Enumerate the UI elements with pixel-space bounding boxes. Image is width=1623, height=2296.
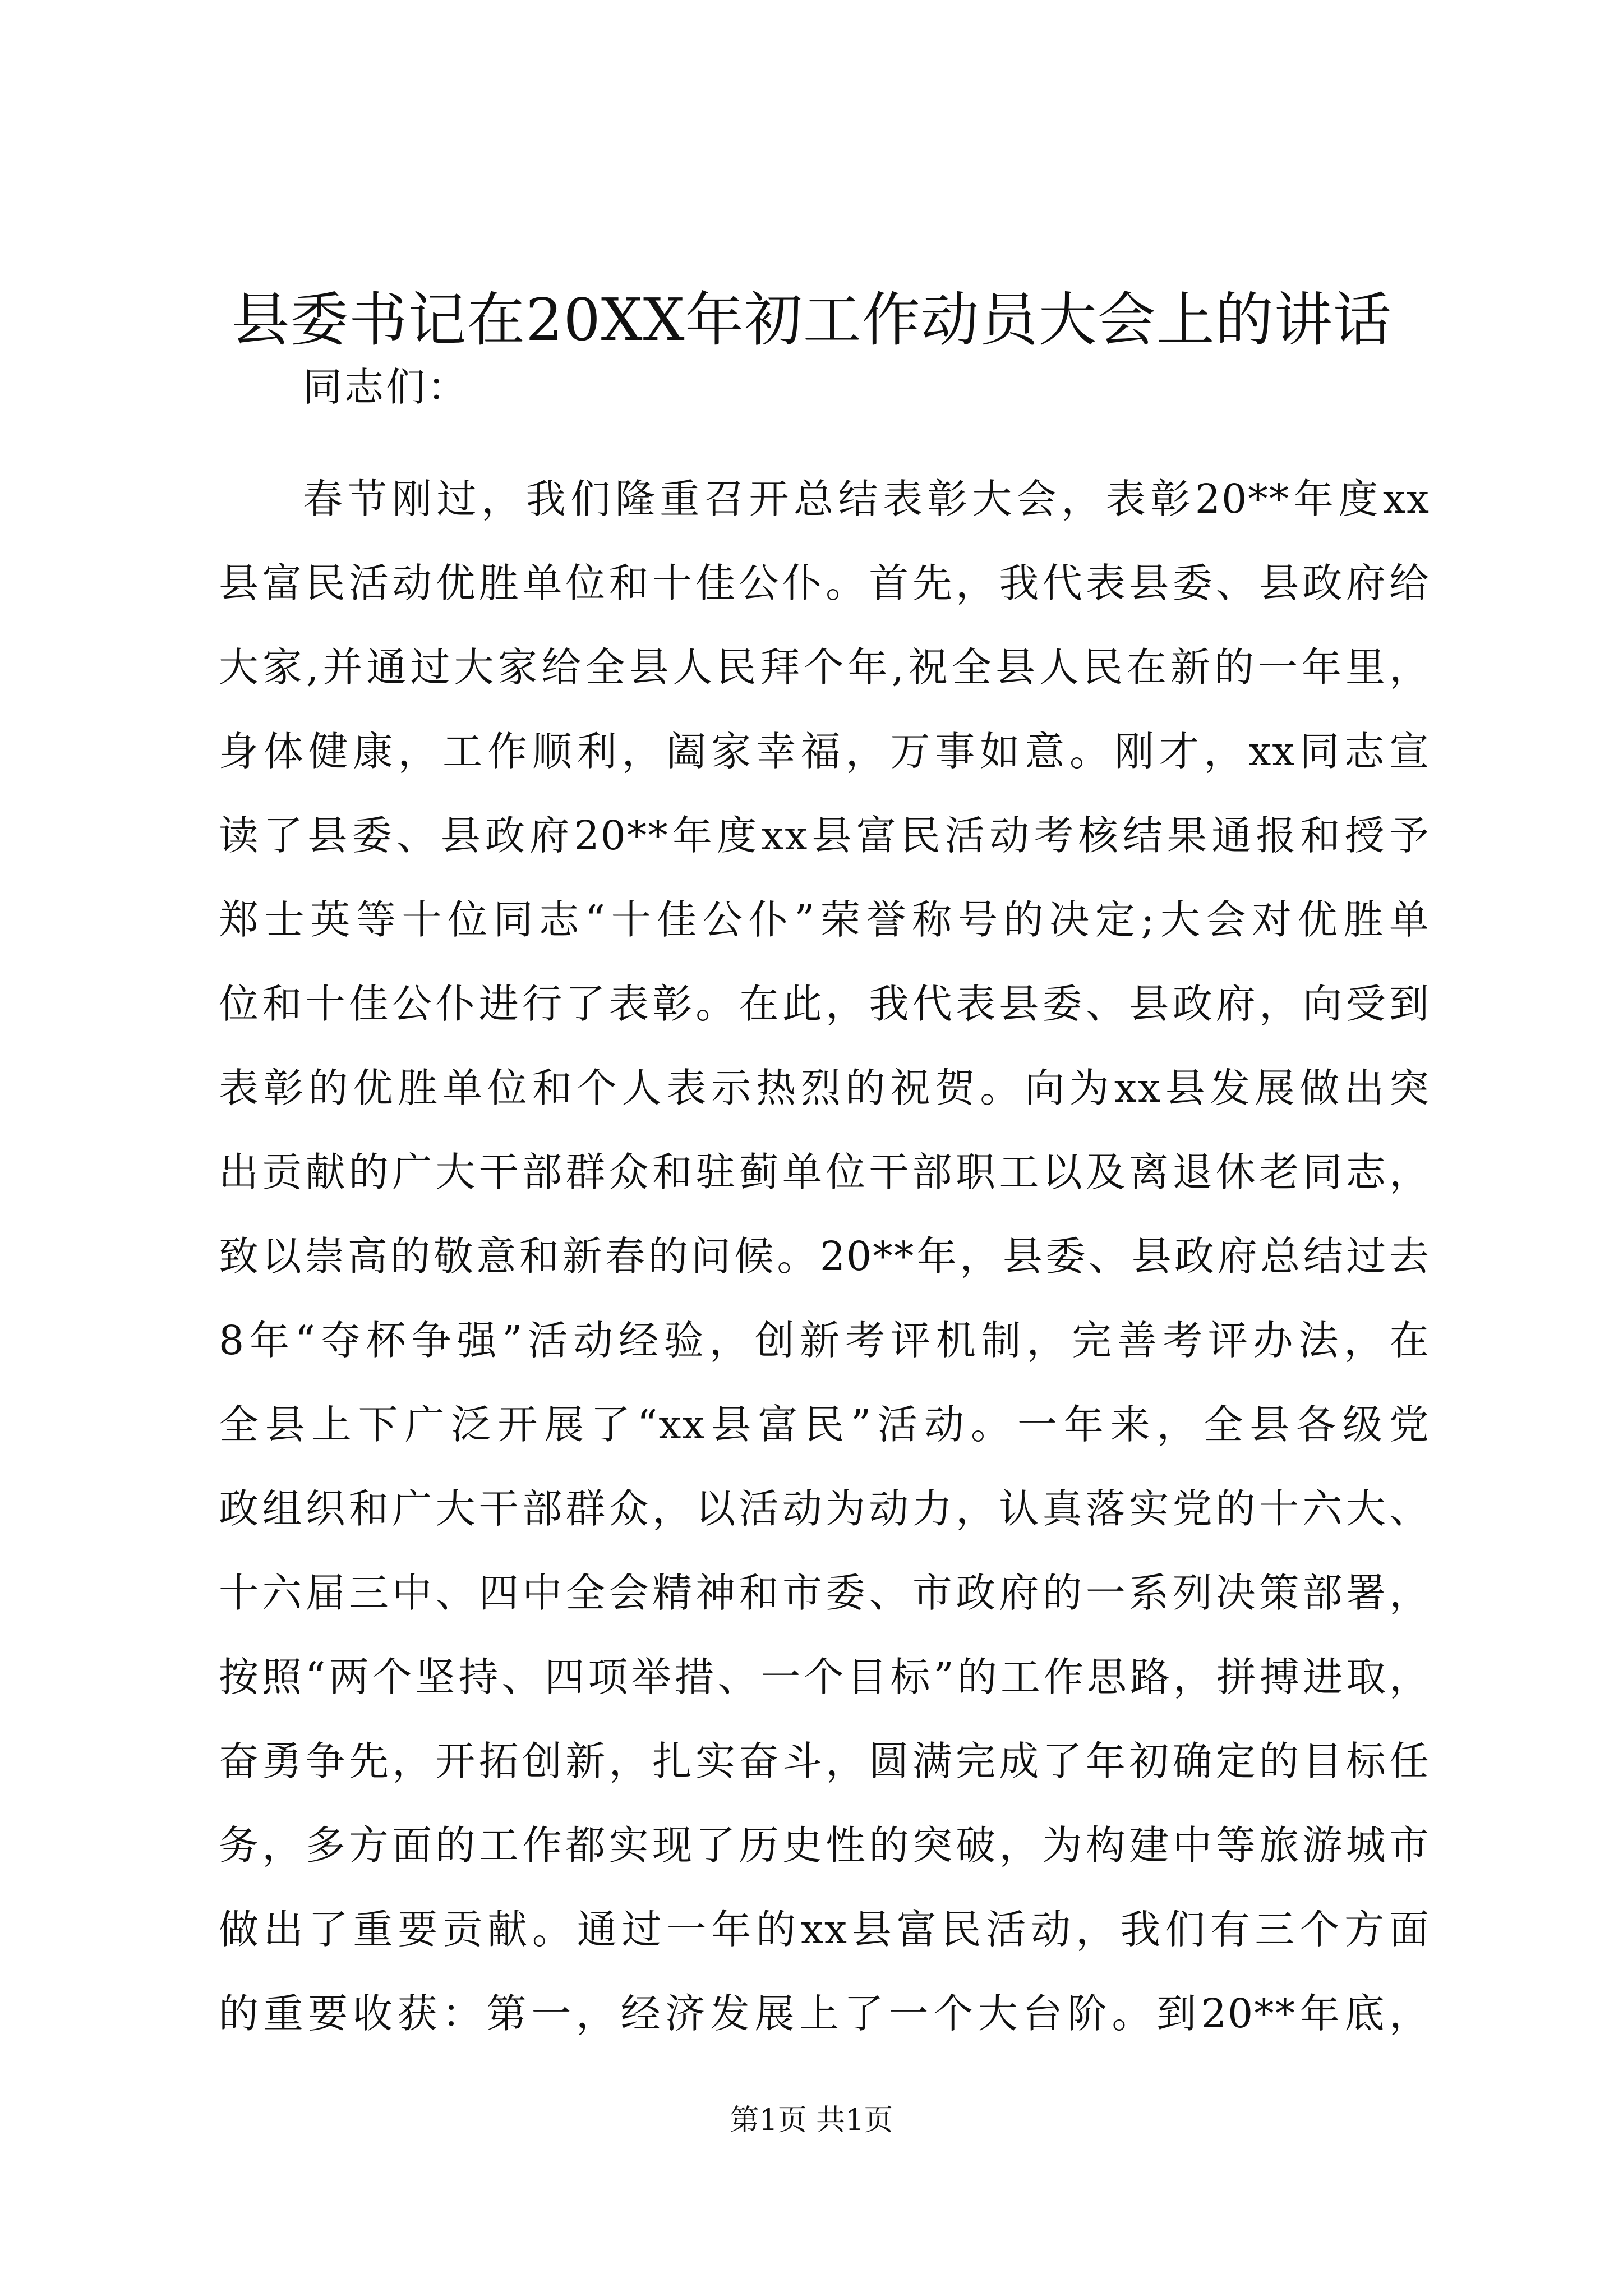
body-line: 春节刚过，我们隆重召开总结表彰大会，表彰20**年度xx [303, 476, 1430, 522]
body-line: 表彰的优胜单位和个人表示热烈的祝贺。向为xx县发展做出突 [219, 1065, 1430, 1111]
body-line: 出贡献的广大干部群众和驻蓟单位干部职工以及离退休老同志， [219, 1149, 1430, 1195]
body-line: 政组织和广大干部群众，以活动为动力，认真落实党的十六大、 [219, 1485, 1430, 1532]
body-line: 全县上下广泛开展了“xx县富民”活动。一年来，全县各级党 [219, 1401, 1430, 1448]
body-line: 务，多方面的工作都实现了历史性的突破，为构建中等旅游城市 [219, 1822, 1430, 1869]
body-line: 位和十佳公仆进行了表彰。在此，我代表县委、县政府，向受到 [219, 981, 1430, 1027]
body-line: 做出了重要贡献。通过一年的xx县富民活动，我们有三个方面 [219, 1906, 1430, 1953]
salutation: 同志们： [303, 364, 469, 410]
body-line: 县富民活动优胜单位和十佳公仆。首先，我代表县委、县政府给 [219, 560, 1430, 606]
body-line: 身体健康，工作顺利，阖家幸福，万事如意。刚才，xx同志宣 [219, 728, 1430, 775]
body-line: 郑士英等十位同志“十佳公仆”荣誉称号的决定;大会对优胜单 [219, 896, 1430, 943]
body-line: 奋勇争先，开拓创新，扎实奋斗，圆满完成了年初确定的目标任 [219, 1738, 1430, 1784]
body-line: 读了县委、县政府20**年度xx县富民活动考核结果通报和授予 [219, 812, 1430, 859]
body-line: 十六届三中、四中全会精神和市委、市政府的一系列决策部署， [219, 1570, 1430, 1616]
body-text [219, 457, 1430, 2056]
body-line: 8年“夺杯争强”活动经验，创新考评机制，完善考评办法，在 [219, 1317, 1430, 1364]
body-line: 按照“两个坚持、四项举措、一个目标”的工作思路，拼搏进取， [219, 1654, 1430, 1700]
body-line: 的重要收获：第一，经济发展上了一个大台阶。到20**年底， [219, 1990, 1430, 2037]
document-title: 县委书记在20XX年初工作动员大会上的讲话 [231, 286, 1392, 354]
body-line: 大家,并通过大家给全县人民拜个年,祝全县人民在新的一年里， [219, 644, 1430, 691]
body-line: 致以崇高的敬意和新春的问候。20**年，县委、县政府总结过去 [219, 1233, 1430, 1280]
page-footer: 第1页 共1页 [730, 2104, 893, 2137]
